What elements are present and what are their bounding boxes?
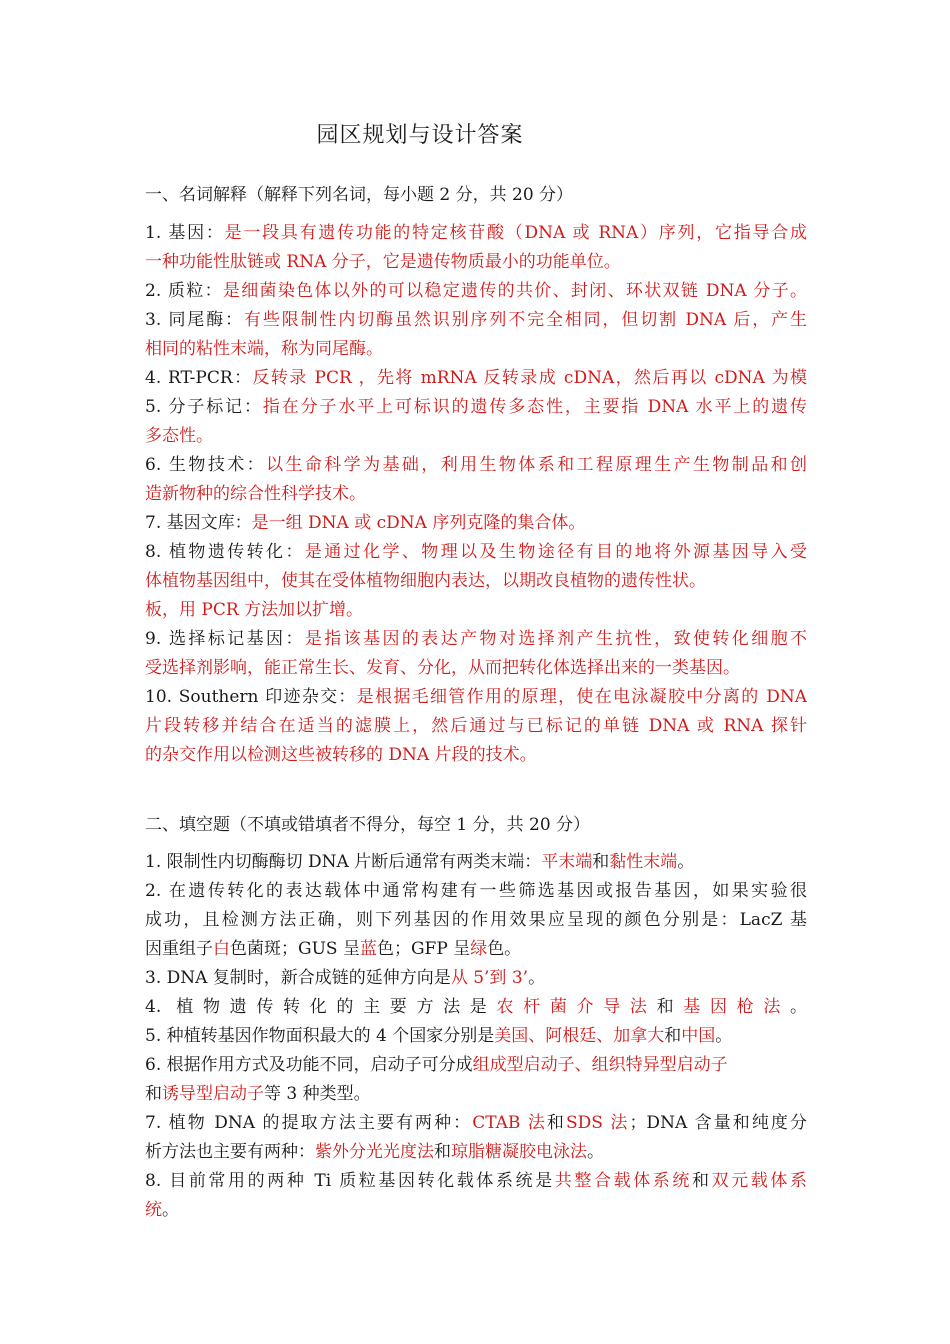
definition-line bbox=[145, 393, 807, 422]
question-line bbox=[145, 877, 807, 906]
question-line bbox=[145, 906, 807, 935]
answer-text: 统 bbox=[145, 1200, 162, 1220]
question-text: 和 bbox=[664, 1026, 682, 1046]
question-line bbox=[145, 1167, 807, 1196]
definition-answer: 是通过化学、物理以及生物途径有目的地将外源基因导入受 bbox=[304, 542, 807, 562]
question-text: 6. 根据作用方式及功能不同，启动子可分成 bbox=[145, 1055, 473, 1075]
question-line bbox=[145, 1051, 807, 1080]
question-line bbox=[145, 848, 807, 877]
term-label: 7. 基因文库： bbox=[145, 513, 252, 533]
question-text: 和 bbox=[592, 852, 610, 872]
definition-line bbox=[145, 625, 807, 654]
answer-text: 基因枪法 bbox=[683, 997, 791, 1017]
answer-text: 绿 bbox=[470, 939, 488, 959]
question-text: 3. DNA 复制时，新合成链的延伸方向是 bbox=[145, 968, 451, 988]
question-text: 析方法也主要有两种： bbox=[145, 1142, 315, 1162]
question-text: 成功，且检测方法正确，则下列基因的作用效果应呈现的颜色分别是：LacZ 基 bbox=[145, 910, 807, 930]
answer-text: 美国、阿根廷、加拿大 bbox=[494, 1026, 665, 1046]
answer-text: 黏性末端 bbox=[609, 852, 678, 872]
question-text: 色；GFP 呈 bbox=[376, 939, 471, 959]
question-text: 和 bbox=[692, 1171, 712, 1191]
definition-answer: 片段转移并结合在适当的滤膜上，然后通过与已标记的单链 DNA 或 RNA 探针 bbox=[145, 716, 807, 736]
definition-line bbox=[145, 480, 807, 509]
question-text: 因重组子 bbox=[145, 939, 213, 959]
term-label: 6. 生物技术： bbox=[145, 455, 267, 475]
definition-answer: 以生命科学为基础，利用生物体系和工程原理生产生物制品和创 bbox=[266, 455, 807, 475]
answer-text: 平末端 bbox=[541, 852, 593, 872]
term-label: 8. 植物遗传转化： bbox=[145, 542, 305, 562]
definition-answer: 一种功能性肽链或 RNA 分子，它是遗传物质最小的功能单位。 bbox=[145, 252, 621, 272]
question-text: 和 bbox=[656, 997, 684, 1017]
answer-text: 组成型启动子、组织特异型启动子 bbox=[472, 1055, 728, 1075]
question-text: 。 bbox=[528, 968, 546, 988]
definition-answer: 是一组 DNA 或 cDNA 序列克隆的集合体。 bbox=[251, 513, 586, 533]
definition-line bbox=[145, 451, 807, 480]
question-text: 和 bbox=[145, 1084, 162, 1104]
question-text: 4. 植物遗传转化的主要方法是 bbox=[145, 997, 497, 1017]
term-label: 10. Southern 印迹杂交： bbox=[145, 687, 357, 707]
definition-line bbox=[145, 219, 807, 248]
question-text: 。 bbox=[587, 1142, 604, 1162]
answer-text: 蓝 bbox=[359, 939, 377, 959]
answer-text: 共整合载体系统 bbox=[554, 1171, 692, 1191]
answer-text: 从 5’到 3’ bbox=[450, 968, 529, 988]
definition-answer: 板，用 PCR 方法加以扩增。 bbox=[145, 600, 364, 620]
question-line bbox=[145, 1196, 807, 1225]
definition-answer: 是一段具有遗传功能的特定核苷酸（DNA 或 RNA）序列，它指导合成 bbox=[224, 223, 807, 243]
definition-line bbox=[145, 596, 807, 625]
term-label: 9. 选择标记基因： bbox=[145, 629, 305, 649]
question-line bbox=[145, 964, 807, 993]
definition-answer: 指在分子水平上可标识的遗传多态性，主要指 DNA 水平上的遗传 bbox=[262, 397, 807, 417]
section1-definitions bbox=[145, 219, 807, 770]
section2-fill-blanks bbox=[145, 848, 807, 1225]
answer-text: 农杆菌介导法 bbox=[496, 997, 657, 1017]
definition-answer: 的杂交作用以检测这些被转移的 DNA 片段的技术。 bbox=[145, 745, 537, 765]
question-line bbox=[145, 993, 807, 1022]
question-line bbox=[145, 1080, 807, 1109]
definition-line bbox=[145, 683, 807, 712]
definition-line bbox=[145, 277, 807, 306]
question-line bbox=[145, 1109, 807, 1138]
definition-line bbox=[145, 654, 807, 683]
question-text: 。 bbox=[677, 852, 695, 872]
definition-line bbox=[145, 567, 807, 596]
question-text: 8. 目前常用的两种 Ti 质粒基因转化载体系统是 bbox=[145, 1171, 555, 1191]
definition-line bbox=[145, 335, 807, 364]
question-line bbox=[145, 935, 807, 964]
question-text: 7. 植物 DNA 的提取方法主要有两种： bbox=[145, 1113, 473, 1133]
question-text: ；DNA 含量和纯度分 bbox=[629, 1113, 807, 1133]
definition-answer: 有些限制性内切酶虽然识别序列不完全相同，但切割 DNA 后，产生 bbox=[243, 310, 807, 330]
term-label: 2. 质粒： bbox=[145, 281, 223, 301]
answer-text: 中国 bbox=[681, 1026, 716, 1046]
definition-line bbox=[145, 422, 807, 451]
question-text: 5. 种植转基因作物面积最大的 4 个国家分别是 bbox=[145, 1026, 495, 1046]
answer-text: 紫外分光光度法 bbox=[315, 1142, 434, 1162]
definition-answer: 是根据毛细管作用的原理，使在电泳凝胶中分离的 DNA bbox=[356, 687, 807, 707]
term-label: 5. 分子标记： bbox=[145, 397, 263, 417]
answer-text: 白 bbox=[213, 939, 230, 959]
section2-heading: 二、填空题（不填或错填者不得分，每空 1 分，共 20 分） bbox=[145, 815, 591, 835]
definition-line bbox=[145, 741, 807, 770]
definition-answer: 反转录 PCR ，先将 mRNA 反转录成 cDNA，然后再以 cDNA 为模 bbox=[252, 368, 807, 388]
definition-answer: 多态性。 bbox=[145, 426, 213, 446]
question-text: 2. 在遗传转化的表达载体中通常构建有一些筛选基因或报告基因，如果实验很 bbox=[145, 881, 807, 901]
definition-answer: 造新物种的综合性科学技术。 bbox=[145, 484, 366, 504]
question-text: 1. 限制性内切酶酶切 DNA 片断后通常有两类末端： bbox=[145, 852, 542, 872]
document-title: 园区规划与设计答案 bbox=[316, 123, 524, 148]
question-text: 和 bbox=[434, 1142, 451, 1162]
term-label: 4. RT-PCR： bbox=[145, 368, 253, 388]
question-text: 。 bbox=[715, 1026, 733, 1046]
definition-line bbox=[145, 248, 807, 277]
answer-text: 琼脂糖凝胶电泳法 bbox=[451, 1142, 587, 1162]
answer-text: SDS 法 bbox=[565, 1113, 630, 1133]
question-text: 。 bbox=[162, 1200, 179, 1220]
definition-line bbox=[145, 306, 807, 335]
question-text: 色菌斑；GUS 呈 bbox=[230, 939, 360, 959]
definition-line bbox=[145, 538, 807, 567]
answer-text: CTAB 法 bbox=[472, 1113, 547, 1133]
definition-answer: 体植物基因组中，使其在受体植物细胞内表达，以期改良植物的遗传性状。 bbox=[145, 571, 706, 591]
definition-line bbox=[145, 509, 807, 538]
answer-text: 诱导型启动子 bbox=[162, 1084, 264, 1104]
question-text: 色。 bbox=[487, 939, 522, 959]
definition-line bbox=[145, 712, 807, 741]
definition-answer: 是指该基因的表达产物对选择剂产生抗性，致使转化细胞不 bbox=[304, 629, 807, 649]
term-label: 3. 同尾酶： bbox=[145, 310, 244, 330]
section1-heading: 一、名词解释（解释下列名词，每小题 2 分，共 20 分） bbox=[145, 185, 574, 205]
question-text: 。 bbox=[790, 997, 807, 1017]
answer-text: 双元载体系 bbox=[711, 1171, 807, 1191]
question-line bbox=[145, 1022, 807, 1051]
definition-line bbox=[145, 364, 807, 393]
definition-answer: 是细菌染色体以外的可以稳定遗传的共价、封闭、环状双链 DNA 分子。 bbox=[222, 281, 807, 301]
definition-answer: 相同的粘性末端，称为同尾酶。 bbox=[145, 339, 383, 359]
term-label: 1. 基因： bbox=[145, 223, 225, 243]
question-line bbox=[145, 1138, 807, 1167]
question-text: 和 bbox=[546, 1113, 566, 1133]
definition-answer: 受选择剂影响，能正常生长、发育、分化，从而把转化体选择出来的一类基因。 bbox=[145, 658, 740, 678]
question-text: 等 3 种类型。 bbox=[264, 1084, 371, 1104]
